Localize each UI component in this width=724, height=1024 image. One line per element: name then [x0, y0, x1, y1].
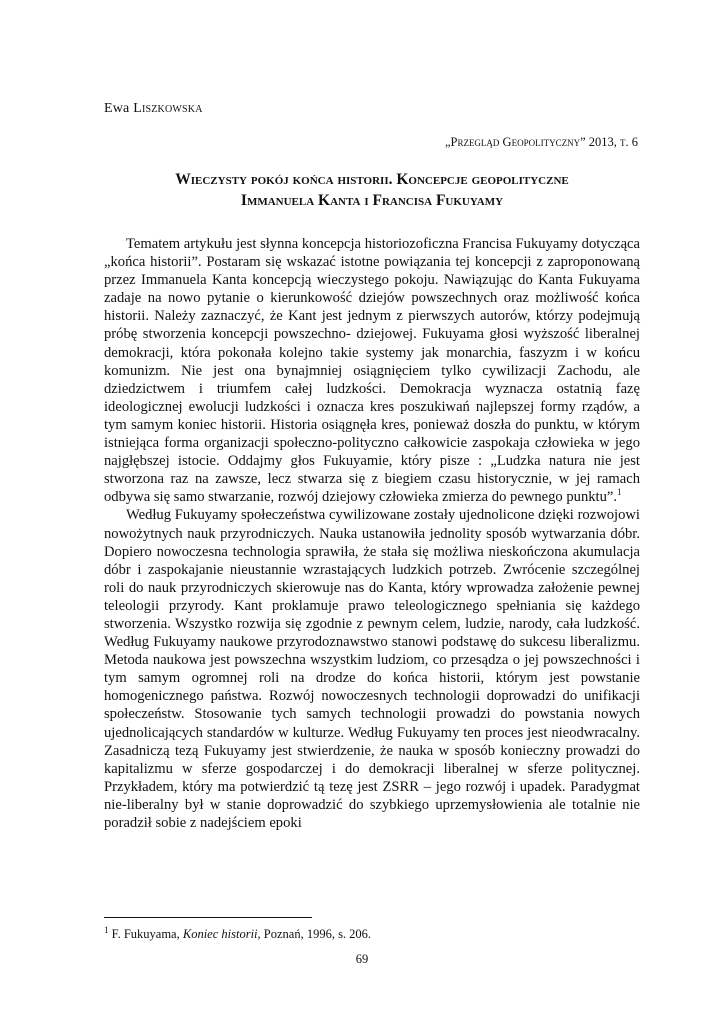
- footnote-divider: [104, 917, 312, 918]
- journal-reference: „Przegląd Geopolityczny” 2013, t. 6: [444, 135, 638, 149]
- paragraph-1-text: Tematem artykułu jest słynna koncepcja historiozoficzna Francisa Fukuyamy dotycząca „końca historii”. Postaram się wskazać istotne powiązania tej koncepcji z zaproponowaną przez Immanuela Kanta koncepcją wieczystego pokoju. Nawiązując do Kanta Fukuyama zadaje na nowo pytanie o kierunkowość dziejów powszechnych oraz możliwość końca historii. Należy zaznaczyć, że Kant jest jednym z pierwszych autorów, którzy podejmują próbę stworzenia koncepcji powszechno- dziejowej. Fukuyama głosi wyższość liberalnej demokracji, która pokonała kolejno takie systemy jak monarchia, faszyzm i w końcu komunizm. Nie jest ona bynajmniej osiągnięciem tylko cywilizacji Zachodu, ale dziedzictwem i triumfem całej ludzkości. Demokracja wyznacza ostatnią fazę ideologicznej ewolucji ludzkości i oznacza kres poszukiwań najlepszej formy rządów, a tym samym koniec historii. Historia osiągnęła kres, ponieważ doszła do punktu, w którym istniejąca forma organizacji społeczno-polityczno całkowicie zaspokaja człowieka w jego najgłębszej istocie. Oddajmy głos Fukuyamie, który pisze : „Ludzka natura nie jest stworzona raz na zawsze, lecz stwarza się z biegiem czasu historycznie, w jej ramach odbywa się samo stwarzanie, rozwój dziejowy człowieka zmierza do pewnego punktu”.: [104, 236, 640, 506]
- footnote-author: F. Fukuyama,: [108, 927, 183, 941]
- author-line: [104, 101, 203, 117]
- paragraph-2: [104, 506, 640, 832]
- article-title-line-2: Immanuela Kanta i Francisa Fukuyamy: [240, 192, 504, 209]
- author-first-name: Ewa: [104, 101, 134, 116]
- author-last-name: Liszkowska: [133, 101, 203, 116]
- footnote-number: 1: [104, 924, 109, 935]
- footnote-work-title: Koniec historii: [182, 927, 258, 941]
- article-title-line-1: Wieczysty pokój końca historii. Koncepcje geopolityczne: [175, 171, 569, 188]
- footnote-details: , Poznań, 1996, s. 206.: [257, 927, 372, 941]
- article-body: [104, 235, 640, 832]
- footnote: [104, 924, 372, 942]
- article-title: [104, 169, 640, 211]
- footnote-reference[interactable]: 1: [617, 487, 622, 498]
- paragraph-2-text: Według Fukuyamy społeczeństwa cywilizowane zostały ujednolicone dzięki rozwojowi nowożytnych nauk przyrodniczych. Nauka ustanowiła jednolity sposób wytwarzania dóbr. Dopiero nowoczesna technologia sprawiła, że stała się możliwa nieskończona akumulacja dóbr i zaspokajanie nieustannie wzrastających ludzkich potrzeb. Zwrócenie szczególnej roli do nauk przyrodniczych skierowuje nas do Kanta, który wprowadza założenie pewnej teleologii przyrody. Kant proklamuje prawo teleologicznego spełniania się każdego stworzenia. Wszystko rozwija się zgodnie z pewnym celem, ludzie, narody, cała ludzkość. Według Fukuyamy naukowe przyrodoznawstwo stanowi podstawę do sukcesu liberalizmu. Metoda naukowa jest powszechna wszystkim ludziom, co przesądza o jej powszechności i tym samym ogromnej roli na drodze do końca historii, którym jest powstanie homogenicznego państwa. Rozwój nowoczesnych technologii doprowadzi do unifikacji społeczeństw. Stosowanie tych samych technologii prowadzi do powstania nowych ujednolicających standardów w kulturze. Według Fukuyamy ten proces jest nieodwracalny. Zasadniczą tezą Fukuyamy jest stwierdzenie, że nauka w sposób konieczny prowadzi do kapitalizmu w sferze gospodarczej i do demokracji liberalnej w sferze politycznej. Przykładem, który ma potwierdzić tą tezę jest ZSRR – jego rozwój i upadek. Paradygmat nie-liberalny był w stanie doprowadzić do szybkiego uprzemysłowienia ale totalnie nie poradził sobie z nadejściem epoki: [104, 507, 640, 831]
- paragraph-1: [104, 235, 640, 506]
- page-number: 69: [355, 952, 369, 966]
